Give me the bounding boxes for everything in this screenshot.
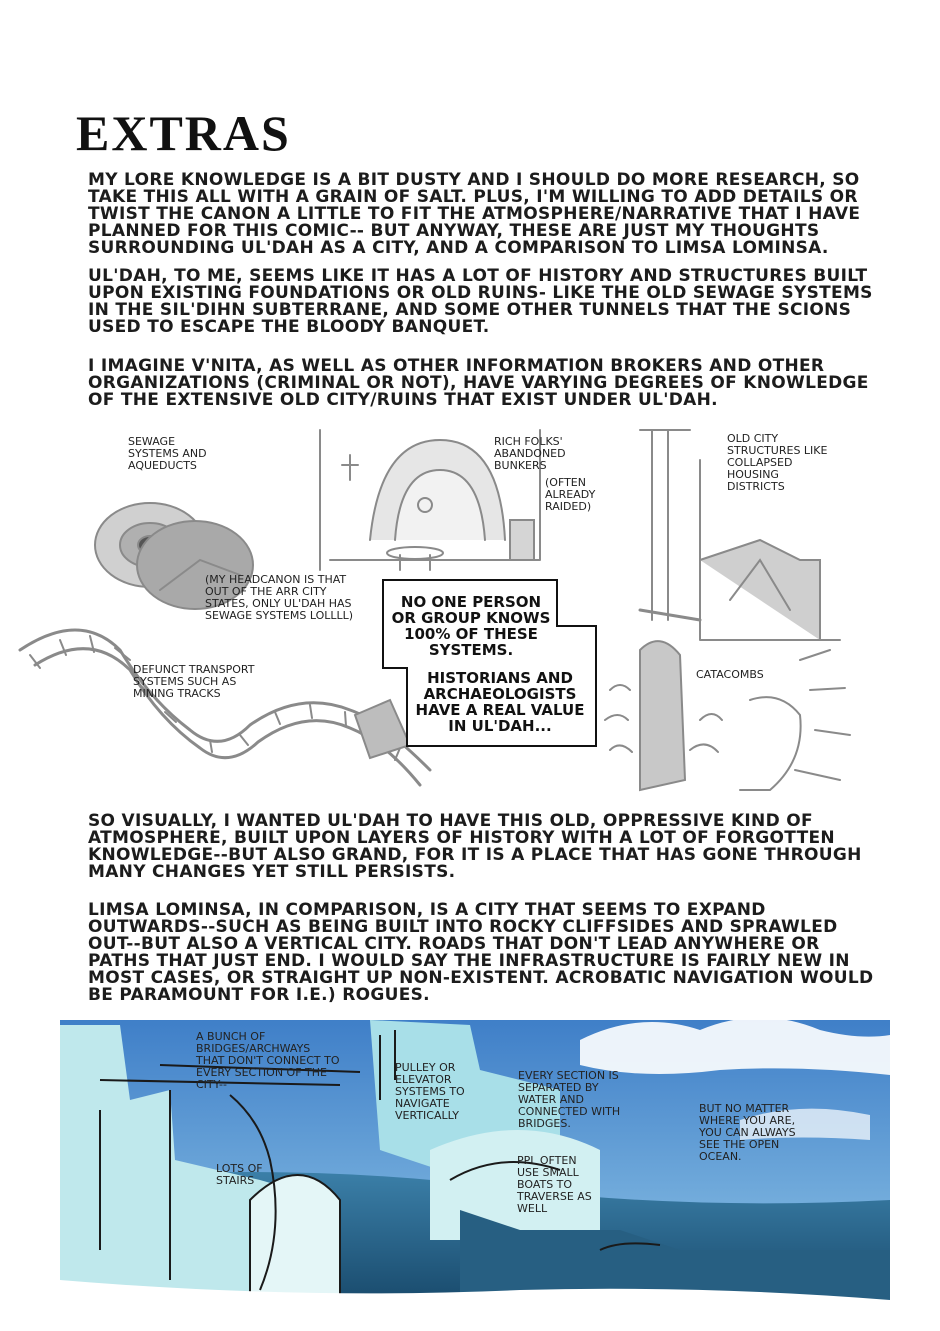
boats-label: PPL OFTEN USE SMALL BOATS TO TRAVERSE AS WELL <box>517 1154 592 1215</box>
ocean-label: BUT NO MATTER WHERE YOU ARE, YOU CAN ALWAYS SEE THE OPEN OCEAN. <box>699 1102 796 1163</box>
old-city-label: OLD CITY STRUCTURES LIKE COLLAPSED HOUSING DISTRICTS <box>727 432 828 493</box>
transport-label: DEFUNCT TRANSPORT SYSTEMS SUCH AS MINING TRACKS <box>133 663 255 700</box>
bunkers-label: RICH FOLKS' ABANDONED BUNKERS <box>494 435 566 472</box>
pulley-label: PULLEY OR ELEVATOR SYSTEMS TO NAVIGATE VERTICALLY <box>395 1061 465 1122</box>
information-brokers-paragraph: I IMAGINE V'NITA, AS WELL AS OTHER INFORMATION BROKERS AND OTHER ORGANIZATIONS (CRIMINAL OR NOT), HAVE VARYING DEGREES OF KNOWLEDGE OF THE EXTENSIVE OLD CITY/RUINS THAT EXIST UNDER UL'DAH. <box>88 356 869 410</box>
callout-text-2: HISTORIANS AND ARCHAEOLOGISTS HAVE A REAL VALUE IN UL'DAH... <box>415 669 585 735</box>
intro-paragraph: MY LORE KNOWLEDGE IS A BIT DUSTY AND I SHOULD DO MORE RESEARCH, SO TAKE THIS ALL WITH A GRAIN OF SALT. PLUS, I'M WILLING TO ADD DETAILS OR TWIST THE CANON A LITTLE TO FIT THE ATMOSPHERE/NARRATIVE THAT I HAVE PLANNED FOR THIS COMIC-- BUT ANYWAY, THESE ARE JUST MY THOUGHTS SURROUNDING UL'DAH AS A CITY, AND A COMPARISON TO LIMSA LOMINSA. <box>88 170 861 258</box>
visual-atmosphere-paragraph: SO VISUALLY, I WANTED UL'DAH TO HAVE THIS OLD, OPPRESSIVE KIND OF ATMOSPHERE, BUILT UPON LAYERS OF HISTORY WITH A LOT OF FORGOTTEN KNOWLEDGE--BUT ALSO GRAND, FOR IT IS A PLACE THAT HAS GONE THROUGH MANY CHANGES YET STILL PERSISTS. <box>88 811 862 882</box>
stairs-label: LOTS OF STAIRS <box>216 1162 263 1187</box>
headcanon-label: (MY HEADCANON IS THAT OUT OF THE ARR CITY STATES, ONLY UL'DAH HAS SEWAGE SYSTEMS LOLLLL) <box>205 573 354 622</box>
limsa-comparison-paragraph: LIMSA LOMINSA, IN COMPARISON, IS A CITY THAT SEEMS TO EXPAND OUTWARDS--SUCH AS BEING BUILT INTO ROCKY CLIFFSIDES AND SPRAWLED OUT--BUT ALSO A VERTICAL CITY. ROADS THAT DON'T LEAD ANYWHERE OR PATHS THAT JUST END. I WOULD SAY THE INFRASTRUCTURE IS FAIRLY NEW IN MOST CASES, OR STRAIGHT UP NON-EXISTENT. ACROBATIC NAVIGATION WOULD BE PARAMOUNT FOR I.E.) ROGUES. <box>88 900 874 1005</box>
page-title: EXTRAS <box>76 105 291 161</box>
bridges-label: A BUNCH OF BRIDGES/ARCHWAYS THAT DON'T CONNECT TO EVERY SECTION OF THE CITY-- <box>196 1030 340 1091</box>
sewage-label: SEWAGE SYSTEMS AND AQUEDUCTS <box>128 435 207 472</box>
uldah-history-paragraph: UL'DAH, TO ME, SEEMS LIKE IT HAS A LOT OF HISTORY AND STRUCTURES BUILT UPON EXISTING FOUNDATIONS OR OLD RUINS- LIKE THE OLD SEWAGE SYSTEMS IN THE SIL'DIHN SUBTERRANE, AND SOME OTHER TUNNELS THAT THE SCIONS USED TO ESCAPE THE BLOODY BANQUET. <box>88 266 873 337</box>
catacombs-label: CATACOMBS <box>696 668 764 681</box>
sections-label: EVERY SECTION IS SEPARATED BY WATER AND CONNECTED WITH BRIDGES. <box>518 1069 621 1130</box>
callout-text-1: NO ONE PERSON OR GROUP KNOWS 100% OF THESE SYSTEMS. <box>391 593 551 659</box>
raided-label: (OFTEN ALREADY RAIDED) <box>545 476 596 513</box>
